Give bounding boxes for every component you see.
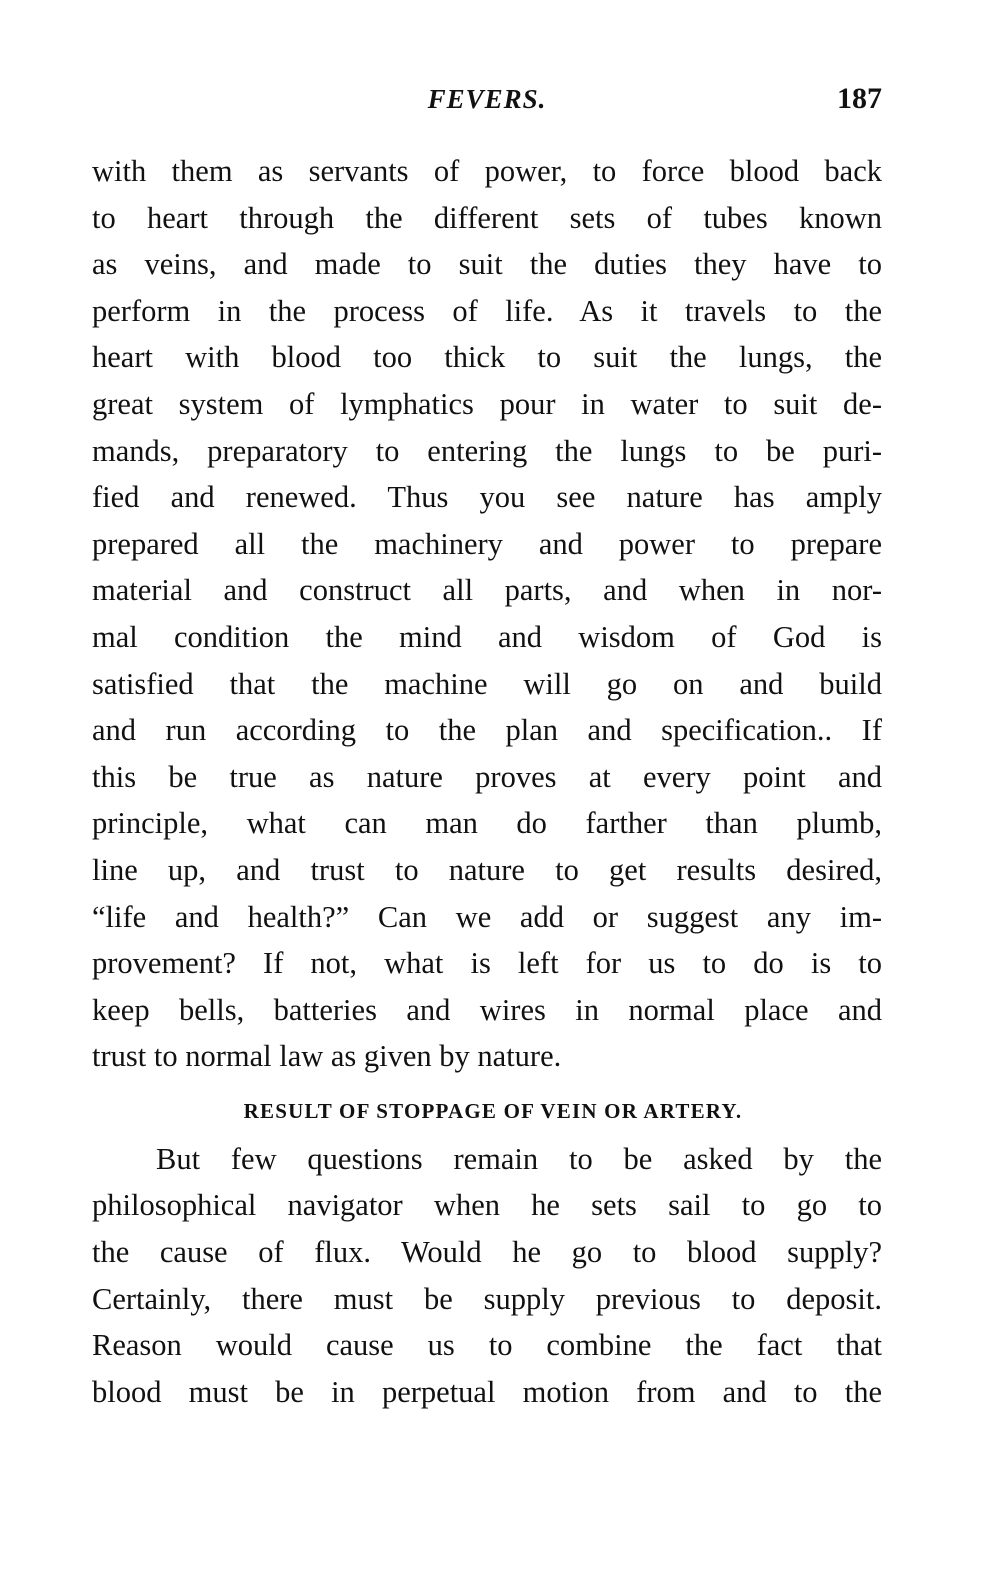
text-line: great system of lymphatics pour in water to suit de- — [92, 386, 882, 421]
text-line: mal condition the mind and wisdom of God is — [92, 619, 882, 654]
text-line: as veins, and made to suit the duties they have to — [92, 247, 882, 282]
paragraph-2 — [92, 1136, 882, 1416]
text-line: “life and health?” Can we add or suggest any im- — [92, 899, 882, 934]
text-line: with them as servants of power, to force blood back — [92, 154, 882, 188]
text-line: principle, what can man do farther than plumb, — [92, 806, 882, 841]
text-line: fied and renewed. Thus you see nature has amply — [92, 480, 882, 515]
text-line: trust to normal law as given by nature. — [92, 1039, 562, 1074]
text-line: Certainly, there must be supply previous to deposit. — [92, 1281, 882, 1316]
text-line: philosophical navigator when he sets sail to go to — [92, 1188, 882, 1223]
text-line: But few questions remain to be asked by the — [156, 1141, 882, 1176]
running-title: FEVERS. — [427, 84, 547, 114]
page-number: 187 — [837, 82, 882, 115]
text-line: line up, and trust to nature to get results desired, — [92, 852, 882, 887]
text-line: to heart through the different sets of tubes known — [92, 200, 882, 235]
text-line: this be true as nature proves at every point and — [92, 759, 882, 794]
paragraph-1 — [92, 148, 882, 1080]
text-line: material and construct all parts, and when in nor- — [92, 573, 882, 608]
running-head — [92, 80, 882, 120]
text-line: prepared all the machinery and power to prepare — [92, 526, 882, 561]
text-line: and run according to the plan and specification.. If — [92, 713, 882, 748]
text-line: perform in the process of life. As it travels to the — [92, 293, 882, 328]
section-heading: RESULT OF STOPPAGE OF VEIN OR ARTERY. — [243, 1098, 743, 1123]
text-line: Reason would cause us to combine the fact that — [92, 1328, 882, 1363]
text-line: heart with blood too thick to suit the lungs, the — [92, 340, 882, 375]
text-line: mands, preparatory to entering the lungs to be puri- — [92, 433, 882, 468]
body-text — [92, 148, 882, 1415]
text-line: keep bells, batteries and wires in normal place and — [92, 992, 882, 1027]
text-line: blood must be in perpetual motion from and to the — [92, 1374, 882, 1409]
text-line: satisfied that the machine will go on and build — [92, 666, 882, 701]
text-line: the cause of flux. Would he go to blood supply? — [92, 1235, 882, 1270]
text-line: provement? If not, what is left for us to do is to — [92, 946, 882, 981]
